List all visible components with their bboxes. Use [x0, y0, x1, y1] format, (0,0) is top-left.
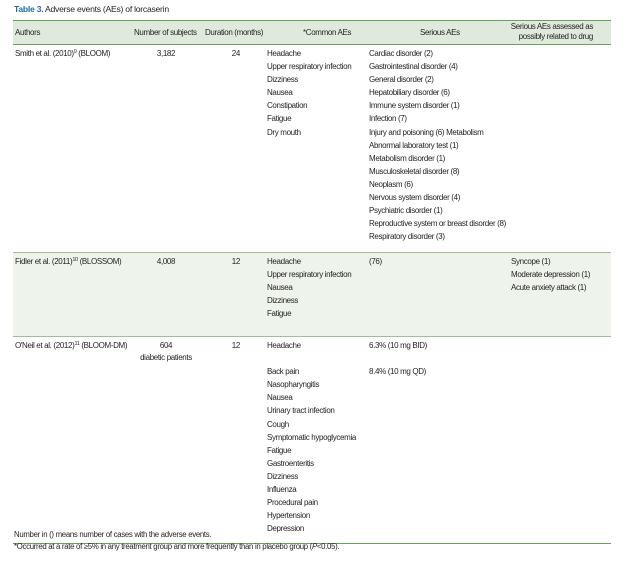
list-item: Neoplasm (6)	[369, 179, 413, 189]
row-author-trial: (BLOOM)	[76, 49, 111, 58]
list-item: Nausea	[267, 393, 293, 403]
row-author-ref: 9	[73, 49, 77, 55]
header-related-line1: Serious AEs assessed as	[510, 22, 593, 31]
table-row-fidler	[13, 253, 611, 336]
row-author	[15, 255, 121, 268]
list-item: Upper respiratory infection	[267, 270, 352, 280]
row-common-aes	[267, 47, 351, 139]
list-item: Cough	[267, 419, 289, 429]
list-item: 8.4% (10 mg QD)	[369, 367, 426, 377]
row-common-aes	[267, 339, 356, 535]
list-item: Hepatobiliary disorder (6)	[369, 88, 450, 98]
list-item: Cardiac disorder (2)	[369, 49, 433, 58]
row-author-name: Smith et al. (2010)	[15, 49, 74, 58]
list-item: Influenza	[267, 485, 297, 495]
table-caption	[14, 4, 169, 14]
row-subjects: 4,008	[156, 257, 176, 266]
list-item: Fatigue	[267, 309, 292, 319]
header-related-line2: possibly related to drug	[518, 31, 593, 41]
row-subjects: 3,182	[156, 49, 176, 58]
row-serious-aes	[369, 47, 506, 243]
list-item: Headache	[267, 341, 301, 350]
row-serious-aes	[369, 255, 382, 268]
list-item: Musculoskeletal disorder (8)	[369, 166, 460, 176]
list-item: Fatigue	[267, 114, 292, 124]
list-item: Hypertension	[267, 511, 310, 521]
list-item: Dry mouth	[267, 127, 301, 137]
list-item: Infection (7)	[369, 114, 407, 124]
list-item: Nausea	[267, 88, 293, 98]
row-duration: 24	[231, 49, 240, 58]
list-item: Nervous system disorder (4)	[369, 193, 461, 203]
list-item: Dizziness	[267, 296, 299, 306]
list-item: Respiratory disorder (3)	[369, 232, 445, 242]
list-item: Procedural pain	[267, 498, 318, 508]
list-item: Acute anxiety attack (1)	[511, 283, 587, 293]
list-item: Dizziness	[267, 471, 299, 481]
list-item: Dizziness	[267, 75, 299, 85]
row-duration: 12	[231, 341, 240, 350]
list-item: Constipation	[267, 101, 308, 111]
table-row-smith	[13, 45, 611, 252]
list-item: Immune system disorder (1)	[369, 101, 460, 111]
list-item: General disorder (2)	[369, 75, 434, 85]
row-author-ref: 11	[74, 341, 80, 347]
row-subjects: 604	[159, 341, 173, 350]
header-serious-aes: Serious AEs	[420, 28, 460, 37]
list-item: Moderate depression (1)	[511, 270, 591, 280]
header-duration: Duration (months)	[205, 28, 264, 37]
list-item	[267, 352, 356, 365]
table-caption-label: Table 3.	[14, 4, 44, 14]
list-item: Nausea	[267, 283, 293, 293]
list-item: Upper respiratory infection	[267, 62, 352, 72]
table-header	[13, 20, 611, 45]
footnote-text: *Occurred at a rate of ≥5% in any treatment group and more frequently than in placebo group (	[14, 542, 312, 551]
row-common-aes	[267, 255, 351, 320]
row-author-name: O'Neil et al. (2012)	[15, 341, 75, 350]
list-item: Depression	[267, 524, 304, 534]
row-duration: 12	[231, 257, 240, 266]
table-row-oneil	[13, 337, 611, 543]
list-item: (76)	[369, 257, 382, 266]
row-author	[15, 339, 127, 352]
row-author-ref: 10	[72, 257, 78, 263]
header-subjects: Number of subjects	[134, 28, 197, 37]
list-item: Gastroenteritis	[267, 458, 314, 468]
footnote-text-end: <0.05).	[316, 542, 340, 551]
row-author-name: Fidler et al. (2011)	[15, 257, 73, 266]
list-item: Headache	[267, 49, 301, 58]
row-author-trial: (BLOSSOM)	[77, 257, 122, 266]
list-item: Injury and poisoning (6) Metabolism	[369, 127, 484, 137]
list-item: Gastrointestinal disorder (4)	[369, 62, 458, 72]
row-related-aes	[511, 255, 590, 294]
list-item: Urinary tract infection	[267, 406, 335, 416]
list-item	[369, 352, 427, 365]
list-item: Symptomatic hypoglycemia	[267, 432, 356, 442]
header-authors: Authors	[15, 28, 41, 37]
row-author-trial: (BLOOM-DM)	[79, 341, 128, 350]
row-subjects-note: diabetic patients	[140, 353, 192, 362]
list-item: Nasopharyngitis	[267, 380, 320, 390]
footnote-common-aes	[14, 542, 339, 551]
list-item: Headache	[267, 257, 301, 266]
list-item: Reproductive system or breast disorder (8)	[369, 219, 506, 229]
list-item: Back pain	[267, 367, 299, 377]
list-item: Psychiatric disorder (1)	[369, 206, 443, 216]
row-author	[15, 47, 110, 60]
list-item: Abnormal laboratory test (1)	[369, 140, 459, 150]
list-item: Fatigue	[267, 445, 292, 455]
list-item: Metabolism disorder (1)	[369, 153, 445, 163]
table-caption-text: Adverse events (AEs) of lorcaserin	[45, 4, 169, 14]
list-item: Syncope (1)	[511, 257, 551, 266]
header-common-aes: *Common AEs	[303, 28, 352, 37]
footnote-cases: Number in () means number of cases with the adverse events.	[14, 530, 212, 539]
list-item: 6.3% (10 mg BID)	[369, 341, 427, 350]
row-serious-aes	[369, 339, 427, 378]
footnote-p: P	[311, 542, 317, 551]
